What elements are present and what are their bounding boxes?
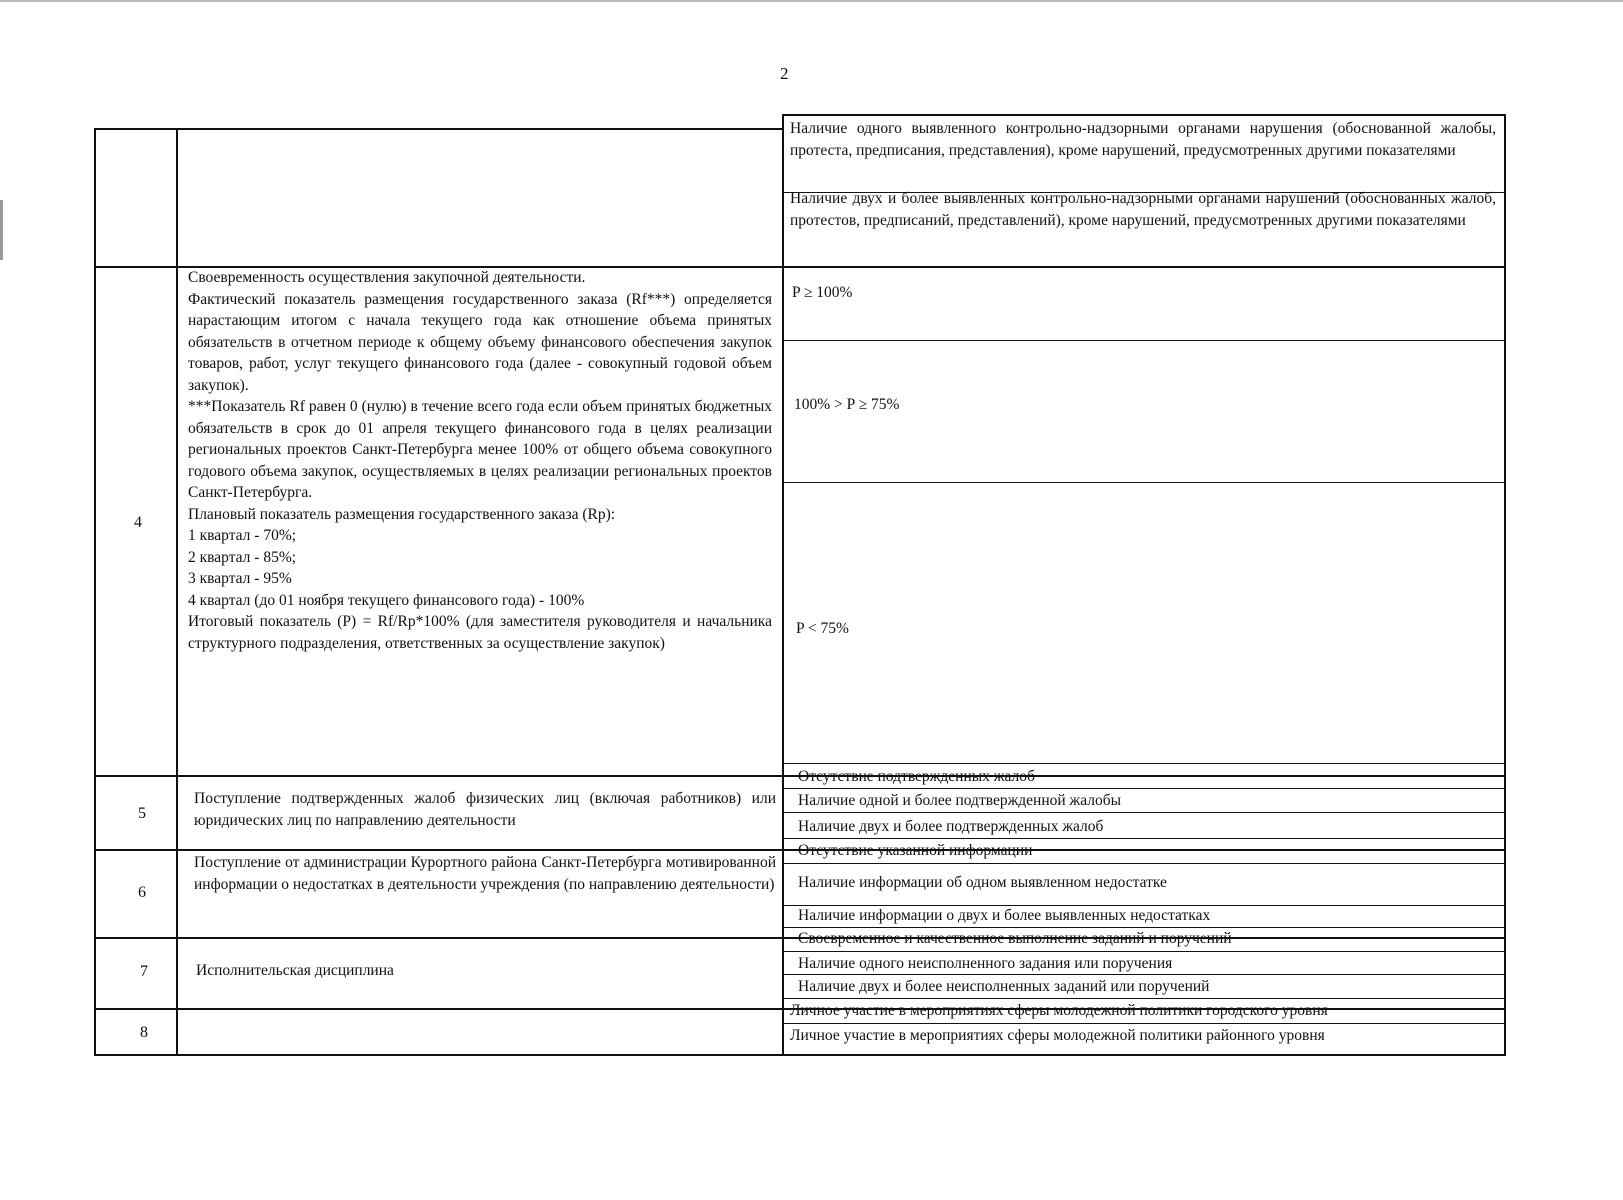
- criterion-line: ***Показатель Rf равен 0 (нулю) в течение всего года если объем принятых бюджетных обязательств в срок до 01 апреля текущего финансового года в целях реализации региональных проектов Санкт-Петербурга менее 100% от общего объема совокупного годового объема закупок, осуществляемых в целях реализации региональных проектов Санкт-Петербурга.: [188, 398, 772, 501]
- criterion-text: Поступление подтвержденных жалоб физических лиц (включая работников) или юридических лиц по направлению деятельности: [194, 790, 776, 829]
- page-number: 2: [780, 64, 789, 83]
- option-text: Наличие двух и более подтвержденных жалоб: [798, 818, 1104, 835]
- criterion-line: 1 квартал - 70%;: [188, 527, 297, 544]
- row-number: 7: [140, 963, 148, 980]
- option-text: Наличие информации о двух и более выявленных недостатках: [798, 907, 1211, 924]
- criterion-text: Поступление от администрации Курортного района Санкт-Петербурга мотивированной информации о недостатках в деятельности учреждения (по направлению деятельности): [194, 854, 776, 893]
- option-text: Наличие одного выявленного контрольно-надзорными органами нарушения (обоснованной жалобы, протеста, предписания, представления), кроме нарушений, предусмотренных другими показателями: [790, 120, 1496, 159]
- criterion-text: Исполнительская дисциплина: [196, 962, 394, 979]
- criterion-line: Плановый показатель размещения государственного заказа (Rp):: [188, 505, 616, 523]
- option-text: Наличие информации об одном выявленном недостатке: [798, 874, 1167, 891]
- criterion-line: 2 квартал - 85%;: [188, 548, 297, 566]
- row-number: 8: [140, 1024, 148, 1041]
- option-text: Наличие двух и более выявленных контрольно-надзорными органами нарушений (обоснованных жалоб, протестов, предписаний, представлений), кроме нарушений, предусмотренных другими показателями: [790, 190, 1496, 229]
- option-text: P < 75%: [796, 620, 849, 637]
- criterion-line: Фактический показатель размещения государственного заказа (Rf***) определяется нарастающим итогом с начала текущего года как отношение объема принятых обязательств в отчетном периоде к общему объему финансового обеспечения закупок товаров, работ, услуг текущего финансового года (далее - совокупный годовой объем закупок).: [188, 290, 772, 394]
- row-number: 6: [138, 884, 146, 901]
- criterion-line: Итоговый показатель (P) = Rf/Rp*100% (для заместителя руководителя и начальника структурного подразделения, ответственных за осуществление закупок): [188, 613, 772, 652]
- criterion-line: Своевременность осуществления закупочной деятельности.: [188, 269, 586, 286]
- option-text: Отсутствие подтвержденных жалоб: [798, 768, 1035, 785]
- option-text: Личное участие в мероприятиях сферы молодежной политики районного уровня: [790, 1027, 1325, 1044]
- option-text: Наличие двух и более неисполненных заданий или поручений: [798, 978, 1210, 995]
- scan-edge: [0, 200, 3, 260]
- row-number: 5: [138, 805, 146, 822]
- criterion-line: 4 квартал (до 01 ноября текущего финансового года) - 100%: [188, 591, 585, 609]
- option-text: Наличие одного неисполненного задания или поручения: [798, 955, 1173, 972]
- option-text: Отсутствие указанной информации: [798, 842, 1033, 859]
- scan-edge: [0, 0, 1623, 2]
- option-text: Наличие одной и более подтвержденной жалобы: [798, 792, 1122, 809]
- criterion-line: 3 квартал - 95%: [188, 570, 292, 587]
- option-text: 100% > P ≥ 75%: [794, 396, 900, 413]
- option-text: Своевременное и качественное выполнение заданий и поручений: [798, 930, 1232, 947]
- option-text: P ≥ 100%: [792, 284, 853, 301]
- option-text: Личное участие в мероприятиях сферы молодежной политики городского уровня: [790, 1002, 1328, 1019]
- criterion-text: [188, 267, 772, 654]
- row-number: 4: [134, 514, 142, 531]
